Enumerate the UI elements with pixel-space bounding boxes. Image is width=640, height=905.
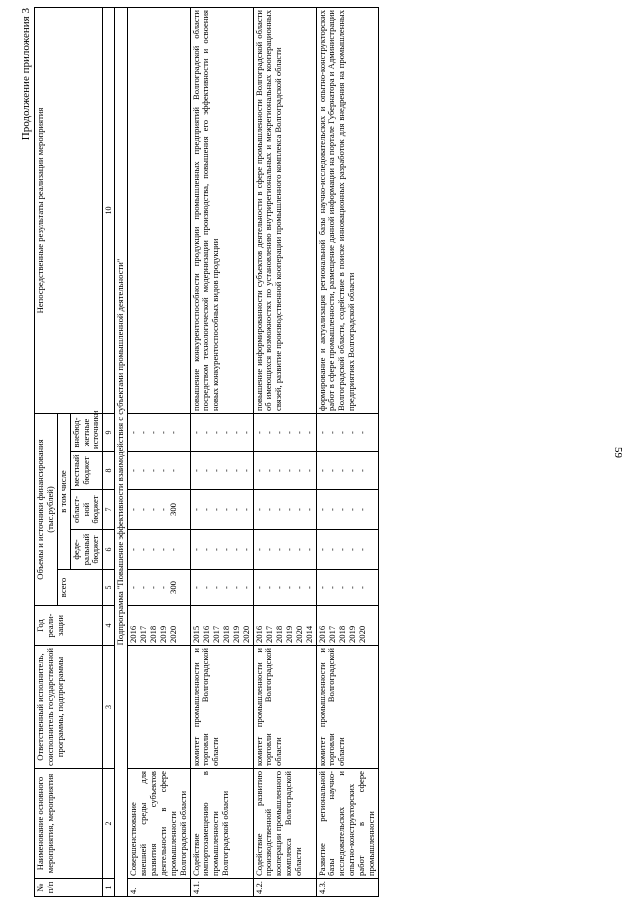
cell-value: - [346, 586, 357, 589]
cell-value: - [168, 431, 179, 434]
row-total [253, 570, 316, 606]
cell-value: - [240, 469, 251, 472]
cell-value: 2015 [190, 625, 201, 643]
cell-value: - [326, 508, 337, 511]
row-executor: комитет промышленности и торговли Волгоградской области [253, 646, 316, 769]
row-years [190, 606, 253, 646]
cell-value: - [230, 431, 241, 434]
cell-value: 2019 [346, 625, 357, 643]
cell-value: - [326, 431, 337, 434]
cell-value: - [200, 469, 211, 472]
cell-value: - [138, 469, 149, 472]
cell-value: - [303, 431, 314, 434]
row-years [128, 606, 190, 646]
cell-value: - [253, 548, 264, 551]
subprogram-row [115, 7, 128, 896]
cell-value: - [168, 469, 179, 472]
cell-value: - [128, 586, 139, 589]
col-number: 8 [103, 452, 115, 490]
row-executor: комитет промышленности и торговли Волгоградской области [316, 646, 378, 769]
cell-value: 2019 [283, 625, 294, 643]
col-number: 7 [103, 490, 115, 530]
cell-value: - [316, 469, 327, 472]
row-federal [253, 530, 316, 570]
cell-value: - [148, 431, 159, 434]
header-funding: Объемы и источники финансирования (тыс.рублей) [35, 413, 58, 605]
cell-value: - [283, 508, 294, 511]
cell-value: - [293, 548, 304, 551]
cell-value: 2017 [210, 625, 221, 643]
row-total [128, 570, 190, 606]
cell-value: - [138, 431, 149, 434]
cell-value: - [220, 548, 231, 551]
cell-value: 2014 [303, 625, 314, 643]
cell-value: - [210, 586, 221, 589]
row-number: 4.3. [316, 879, 378, 897]
row-regional [128, 490, 190, 530]
cell-value: - [168, 548, 179, 551]
cell-value: - [210, 469, 221, 472]
header-total: всего [57, 570, 103, 606]
row-executor [128, 646, 190, 769]
row-number: 4.1. [190, 879, 253, 897]
cell-value: - [326, 548, 337, 551]
cell-value: 300 [168, 503, 179, 516]
cell-value: - [253, 431, 264, 434]
cell-value: 2018 [273, 625, 284, 643]
cell-value: - [148, 586, 159, 589]
row-name: Развитие региональной базы научно-исследовательских и опытно-конструкторских работ в сфере промышленности [316, 769, 378, 879]
cell-value: - [128, 431, 139, 434]
cell-value: - [356, 548, 367, 551]
cell-value: - [240, 548, 251, 551]
header-name: Наименование основного мероприятия, мероприятия [35, 769, 103, 879]
cell-value: - [138, 548, 149, 551]
cell-value: - [210, 508, 221, 511]
cell-value: - [346, 508, 357, 511]
cell-value: - [190, 469, 201, 472]
cell-value: - [148, 548, 159, 551]
row-local [190, 452, 253, 490]
row-name: Содействие импортозамещению в промышленности Волгоградской области [190, 769, 253, 879]
cell-value: - [316, 431, 327, 434]
cell-value: - [273, 586, 284, 589]
table-row [190, 7, 253, 896]
cell-value: - [240, 431, 251, 434]
col-number: 2 [103, 769, 115, 879]
cell-value: - [240, 586, 251, 589]
cell-value: - [148, 469, 159, 472]
table-row [253, 7, 316, 896]
cell-value: - [316, 586, 327, 589]
cell-value: - [190, 548, 201, 551]
cell-value: - [253, 469, 264, 472]
cell-value: - [240, 508, 251, 511]
col-number: 5 [103, 570, 115, 606]
cell-value: - [128, 469, 139, 472]
cell-value: 2019 [230, 625, 241, 643]
cell-value: - [336, 586, 347, 589]
cell-value: - [190, 586, 201, 589]
col-number: 9 [103, 413, 115, 451]
row-extra [128, 413, 190, 451]
row-federal [190, 530, 253, 570]
cell-value: - [283, 431, 294, 434]
row-result: повышение информированности субъектов деятельности в сфере промышленности Волгоградской области об имеющихся возможностях по установлению внутрирегиональных и межрегиональных кооперационных связей, развитие производственной кооперации промышленного комплекса Волгоградской области [253, 7, 316, 413]
row-extra [190, 413, 253, 451]
row-years [316, 606, 378, 646]
cell-value: - [326, 469, 337, 472]
cell-value: - [273, 469, 284, 472]
cell-value: - [293, 469, 304, 472]
row-federal [316, 530, 378, 570]
row-years [253, 606, 316, 646]
cell-value: - [336, 431, 347, 434]
header-num: № п/п [35, 879, 103, 897]
header-results: Непосредственные результаты реализации мероприятия [35, 7, 103, 413]
subprogram-title: Подпрограмма "Повышение эффективности взаимодействия с субъектами промышленной деятельности" [115, 7, 128, 896]
row-result: повышение конкурентоспособности продукции промышленных предприятий Волгоградской области посредством технологической модернизации производства, повышения его эффективности и освоения новых конкурентоспособных видов продукции [190, 7, 253, 413]
cell-value: - [230, 508, 241, 511]
cell-value: - [293, 508, 304, 511]
cell-value: 2017 [263, 625, 274, 643]
header-incl: в том числе [57, 413, 70, 569]
cell-value: - [230, 548, 241, 551]
cell-value: - [316, 508, 327, 511]
cell-value: - [346, 431, 357, 434]
row-local [253, 452, 316, 490]
cell-value: - [200, 586, 211, 589]
cell-value: - [263, 586, 274, 589]
col-number: 10 [103, 7, 115, 413]
row-total [316, 570, 378, 606]
cell-value: 2020 [356, 625, 367, 643]
row-executor: комитет промышленности и торговли Волгоградской области [190, 646, 253, 769]
cell-value: - [346, 469, 357, 472]
cell-value: - [220, 431, 231, 434]
row-local [128, 452, 190, 490]
cell-value: - [356, 469, 367, 472]
header-regional: област- ной бюджет [70, 490, 103, 530]
cell-value: - [303, 508, 314, 511]
row-local [316, 452, 378, 490]
cell-value: 300 [168, 581, 179, 594]
cell-value: - [200, 508, 211, 511]
cell-value: - [283, 548, 294, 551]
row-name: Совершенствование внешней среды для развития субъектов деятельности в сфере промышленности Волгоградской области [128, 769, 190, 879]
cell-value: 2020 [293, 625, 304, 643]
row-number: 4.2. [253, 879, 316, 897]
cell-value: - [303, 548, 314, 551]
cell-value: - [273, 431, 284, 434]
header-extra: внебюд- жетные источники [70, 413, 103, 451]
cell-value: - [220, 469, 231, 472]
cell-value: - [283, 469, 294, 472]
cell-value: 2018 [336, 625, 347, 643]
cell-value: - [128, 508, 139, 511]
cell-value: - [253, 508, 264, 511]
row-total [190, 570, 253, 606]
cell-value: - [263, 548, 274, 551]
cell-value: - [263, 508, 274, 511]
cell-value: 2018 [220, 625, 231, 643]
header-federal: феде- ральный бюджет [70, 530, 103, 570]
col-number: 4 [103, 606, 115, 646]
row-name: Содействие развитию производственной кооперации промышленного комплекса Волгоградской области [253, 769, 316, 879]
cell-value: - [190, 508, 201, 511]
cell-value: 2018 [148, 625, 159, 643]
cell-value: - [128, 548, 139, 551]
row-regional [316, 490, 378, 530]
header-local: местный бюджет [70, 452, 103, 490]
cell-value: - [356, 508, 367, 511]
cell-value: - [158, 431, 169, 434]
col-number: 3 [103, 646, 115, 769]
cell-value: - [158, 508, 169, 511]
cell-value: - [356, 431, 367, 434]
col-number: 6 [103, 530, 115, 570]
cell-value: 2017 [138, 625, 149, 643]
continuation-label: Продолжение приложения 3 [20, 8, 32, 141]
cell-value: 2016 [316, 625, 327, 643]
cell-value: - [303, 586, 314, 589]
col-number: 1 [103, 879, 115, 897]
cell-value: - [356, 586, 367, 589]
cell-value: 2020 [240, 625, 251, 643]
cell-value: 2016 [253, 625, 264, 643]
cell-value: - [220, 586, 231, 589]
cell-value: - [326, 586, 337, 589]
header-executor: Ответственный исполнитель, соисполнитель государственной программы, подпрограммы [35, 646, 103, 769]
cell-value: - [200, 548, 211, 551]
cell-value: 2020 [168, 625, 179, 643]
cell-value: - [316, 548, 327, 551]
cell-value: - [346, 548, 357, 551]
cell-value: - [253, 586, 264, 589]
page-number: 59 [612, 447, 624, 458]
row-number: 4. [128, 879, 190, 897]
cell-value: - [230, 586, 241, 589]
cell-value: - [283, 586, 294, 589]
column-numbers-row [103, 7, 115, 896]
row-result [128, 7, 190, 413]
cell-value: - [220, 508, 231, 511]
header-row [35, 7, 58, 896]
cell-value: - [263, 431, 274, 434]
row-extra [316, 413, 378, 451]
header-year: Год реали- зации [35, 606, 103, 646]
cell-value: - [200, 431, 211, 434]
cell-value: - [336, 548, 347, 551]
row-regional [190, 490, 253, 530]
cell-value: 2016 [200, 625, 211, 643]
table-row [128, 7, 190, 896]
cell-value: - [303, 469, 314, 472]
cell-value: - [210, 548, 221, 551]
cell-value: - [138, 586, 149, 589]
table-row [316, 7, 378, 896]
row-result: формирование и актуализация региональной базы научно-исследовательских и опытно-конструкторских работ в сфере промышленности, размещение данной информации на портале Губернатора и Администрации Волгоградской области, содействие в поиске инновационных разработок для внедрения на промышленных предприятиях Волгоградской области [316, 7, 378, 413]
cell-value: - [210, 431, 221, 434]
cell-value: - [148, 508, 159, 511]
cell-value: - [273, 548, 284, 551]
cell-value: - [293, 431, 304, 434]
cell-value: - [158, 469, 169, 472]
cell-value: - [336, 508, 347, 511]
program-table [34, 7, 379, 897]
cell-value: - [336, 469, 347, 472]
cell-value: - [273, 508, 284, 511]
cell-value: - [158, 548, 169, 551]
cell-value: - [190, 431, 201, 434]
cell-value: 2017 [326, 625, 337, 643]
cell-value: 2019 [158, 625, 169, 643]
cell-value: - [293, 586, 304, 589]
cell-value: - [230, 469, 241, 472]
cell-value: - [263, 469, 274, 472]
row-regional [253, 490, 316, 530]
row-extra [253, 413, 316, 451]
cell-value: - [158, 586, 169, 589]
cell-value: 2016 [128, 625, 139, 643]
row-federal [128, 530, 190, 570]
cell-value: - [138, 508, 149, 511]
